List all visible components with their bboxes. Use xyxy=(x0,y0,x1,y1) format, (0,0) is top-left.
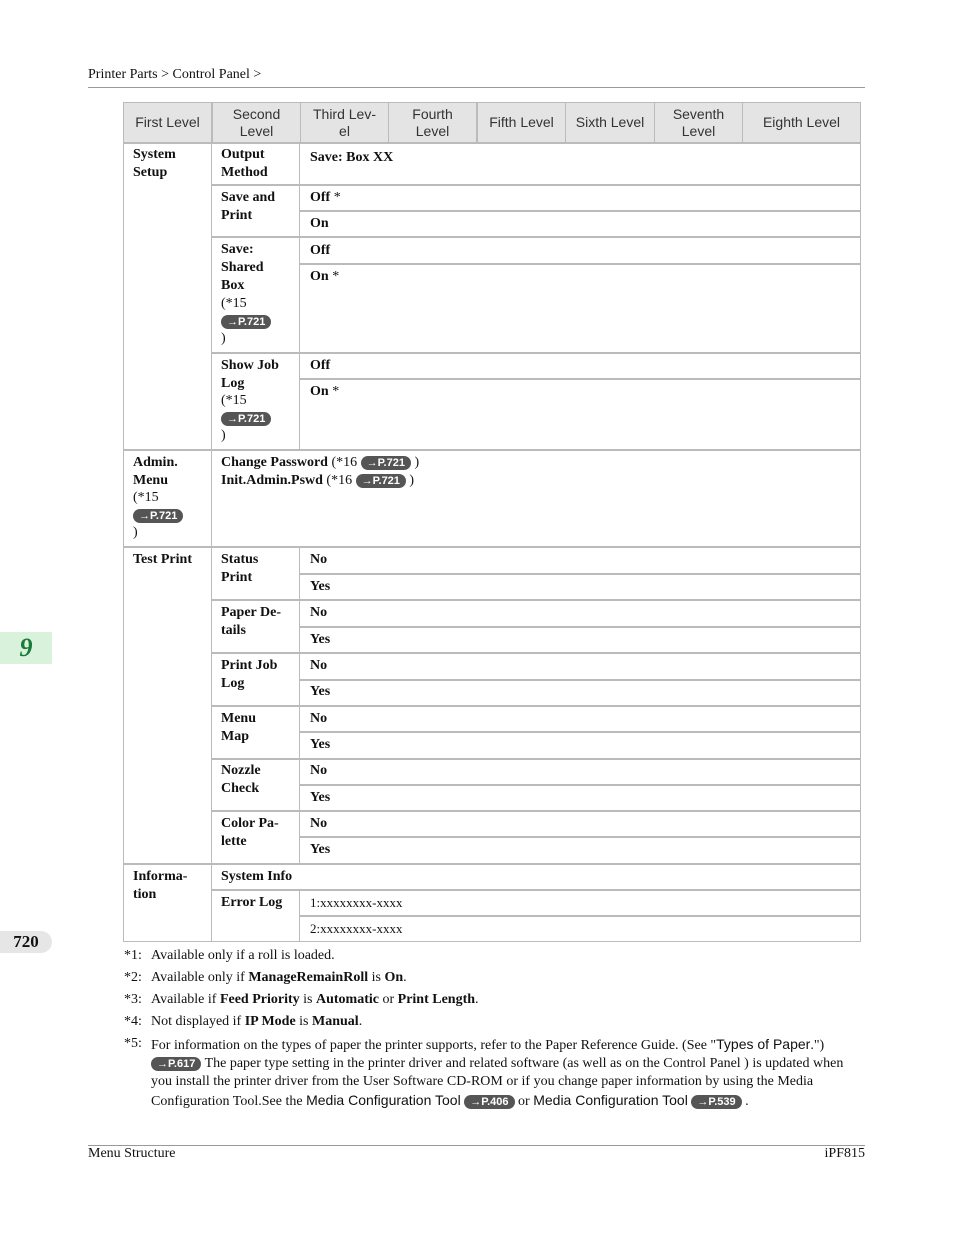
status-print-label: Status Print xyxy=(221,552,259,585)
option-off-default xyxy=(310,189,341,207)
text: . xyxy=(745,1094,749,1109)
header-sixth-level: Sixth Level xyxy=(565,102,655,143)
system-info-label: System Info xyxy=(221,869,293,884)
default-mark: * xyxy=(332,384,340,399)
footnote-text xyxy=(151,969,851,987)
note-16: (*16 xyxy=(331,455,358,470)
option-yes: Yes xyxy=(310,684,331,699)
option-no: No xyxy=(310,711,328,726)
cell-yes xyxy=(299,574,861,600)
ref-link-p721[interactable]: →P.721 xyxy=(356,474,406,488)
term: Print Length xyxy=(397,992,476,1007)
text: .") xyxy=(810,1038,825,1053)
cell-no xyxy=(299,600,861,627)
option-yes: Yes xyxy=(310,842,331,857)
term: Feed Priority xyxy=(219,992,300,1007)
cell-no xyxy=(299,547,861,574)
cell-system-info xyxy=(211,864,861,890)
cell-yes xyxy=(299,837,861,864)
option-on-default xyxy=(310,383,339,401)
text: or xyxy=(518,1094,530,1109)
option-no: No xyxy=(310,763,328,778)
term: Manual xyxy=(312,1014,359,1029)
admin-menu-label: Admin. Menu xyxy=(133,455,178,488)
error-log-label: Error Log xyxy=(221,895,283,910)
text: is xyxy=(371,970,381,985)
ref-link-wrap xyxy=(221,313,271,331)
header-third-level xyxy=(300,102,389,143)
cell-no xyxy=(299,706,861,732)
save-shared-box-label: Save: Shared Box xyxy=(221,242,264,293)
option-off-text: Off xyxy=(310,190,331,205)
cell-system-setup xyxy=(123,143,212,450)
text: . xyxy=(358,1014,363,1029)
change-password-row xyxy=(221,454,419,472)
test-print-label: Test Print xyxy=(133,552,192,567)
note-16: (*16 xyxy=(326,473,353,488)
paper-details-label: Paper De- tails xyxy=(221,605,281,638)
close-paren: ) xyxy=(414,455,420,470)
init-admin-row xyxy=(221,472,414,490)
color-palette-label: Color Pa- lette xyxy=(221,816,279,849)
link-media-configuration-tool[interactable]: Media Configuration Tool xyxy=(306,1092,461,1108)
text: is xyxy=(303,992,313,1007)
option-on-text: On xyxy=(310,384,329,399)
term: ManageRemainRoll xyxy=(248,970,369,985)
option-yes: Yes xyxy=(310,737,331,752)
note-15: (*15 xyxy=(221,296,247,311)
link-types-of-paper[interactable]: Types of Paper xyxy=(716,1036,811,1052)
breadcrumb: Printer Parts > Control Panel > xyxy=(88,67,262,82)
footnote-mark: *3: xyxy=(124,992,142,1007)
init-admin-label: Init.Admin.Pswd xyxy=(221,473,323,488)
text: . xyxy=(403,970,407,985)
system-setup-label: System Setup xyxy=(133,147,176,180)
footnote-text xyxy=(151,1013,851,1031)
footnote-text xyxy=(151,991,851,1009)
error-log-entry-1: 1:xxxxxxxx-xxxx xyxy=(310,895,403,910)
close-paren: ) xyxy=(221,428,226,443)
header-second-level-label: Second Level xyxy=(232,105,281,139)
footnote-text: Available only if a roll is loaded. xyxy=(151,948,335,963)
text: Not displayed if xyxy=(151,1014,242,1029)
footnote-mark: *1: xyxy=(124,948,142,963)
header-first-level: First Level xyxy=(123,102,212,143)
text: The paper type setting in the printer driver and related software (as well as on the Control Panel ) is updated when you install the printer driver from the User Software CD-ROM or if you change paper information by using the Media Configuration Tool.See the xyxy=(151,1056,844,1109)
header-fourth-level-label: Fourth Level xyxy=(412,105,453,139)
header-third-level-label: Third Lev- el xyxy=(312,105,377,139)
save-box-label: Save: Box XX xyxy=(310,150,394,165)
cell-shared-on xyxy=(299,264,861,353)
cell-yes xyxy=(299,627,861,653)
ref-link-p406[interactable]: →P.406 xyxy=(464,1095,514,1109)
footnote-text xyxy=(151,1035,851,1111)
error-log-entry-2: 2:xxxxxxxx-xxxx xyxy=(310,921,403,936)
cell-no xyxy=(299,759,861,785)
text: . xyxy=(475,992,479,1007)
term: On xyxy=(384,970,404,985)
close-paren: ) xyxy=(133,525,138,540)
ref-link-p539[interactable]: →P.539 xyxy=(691,1095,741,1109)
footnote-mark: *4: xyxy=(124,1014,142,1029)
text: or xyxy=(382,992,395,1007)
cell-yes xyxy=(299,785,861,811)
ref-link-p721[interactable]: →P.721 xyxy=(221,412,271,426)
footnote-mark: *2: xyxy=(124,970,142,985)
cell-job-log-off xyxy=(299,353,861,379)
option-yes: Yes xyxy=(310,579,331,594)
note-15: (*15 xyxy=(133,490,159,505)
cell-shared-off xyxy=(299,237,861,264)
ref-link-p721[interactable]: →P.721 xyxy=(221,315,271,329)
cell-no xyxy=(299,811,861,837)
option-yes: Yes xyxy=(310,632,331,647)
option-off: Off xyxy=(310,243,331,258)
cell-test-print xyxy=(123,547,212,864)
output-method-label: Output Method xyxy=(221,147,268,180)
cell-job-log-on xyxy=(299,379,861,450)
page-number: 720 xyxy=(0,931,52,953)
header-second-level xyxy=(212,102,301,143)
close-paren: ) xyxy=(409,473,415,488)
print-job-log-label: Print Job Log xyxy=(221,658,278,691)
header-eighth-level: Eighth Level xyxy=(742,102,861,143)
header-fourth-level xyxy=(388,102,477,143)
note-15: (*15 xyxy=(221,393,247,408)
header-fifth-level: Fifth Level xyxy=(477,102,566,143)
option-off: Off xyxy=(310,358,331,373)
ref-link-wrap xyxy=(221,410,271,428)
close-paren: ) xyxy=(221,331,226,346)
option-no: No xyxy=(310,658,328,673)
cell-save-and-print-off xyxy=(299,185,861,211)
menu-map-label: Menu Map xyxy=(221,711,256,744)
save-and-print-label: Save and Print xyxy=(221,190,276,223)
option-on-default xyxy=(310,268,339,286)
text: Available if xyxy=(151,992,217,1007)
default-mark: * xyxy=(333,190,341,205)
footer-section-title: Menu Structure xyxy=(88,1146,176,1161)
header-rule xyxy=(88,87,865,88)
option-no: No xyxy=(310,816,328,831)
option-on-text: On xyxy=(310,269,329,284)
ref-link-p617[interactable]: →P.617 xyxy=(151,1057,201,1071)
term: IP Mode xyxy=(244,1014,296,1029)
footnote-mark: *5: xyxy=(124,1036,142,1051)
ref-link-p721[interactable]: →P.721 xyxy=(133,509,183,523)
link-media-configuration-tool[interactable]: Media Configuration Tool xyxy=(533,1092,688,1108)
chapter-tab[interactable]: 9 xyxy=(0,632,52,664)
nozzle-check-label: Nozzle Check xyxy=(221,763,261,796)
cell-yes xyxy=(299,680,861,706)
cell-yes xyxy=(299,732,861,759)
change-password-label: Change Password xyxy=(221,455,328,470)
show-job-log-label: Show Job Log xyxy=(221,358,279,391)
option-no: No xyxy=(310,605,328,620)
header-seventh-level-label: Seventh Level xyxy=(672,105,725,139)
text: Available only if xyxy=(151,970,245,985)
cell-save-and-print-on xyxy=(299,211,861,237)
option-on: On xyxy=(310,216,329,231)
text: is xyxy=(299,1014,309,1029)
text: For information on the types of paper the printer supports, refer to the Paper Reference Guide. (See " xyxy=(151,1038,717,1053)
ref-link-wrap xyxy=(133,507,183,525)
option-yes: Yes xyxy=(310,790,331,805)
ref-link-p721[interactable]: →P.721 xyxy=(361,456,411,470)
term: Automatic xyxy=(315,992,379,1007)
information-label: Informa- tion xyxy=(133,869,188,902)
default-mark: * xyxy=(332,269,340,284)
footer-rule xyxy=(88,1145,865,1146)
footer-model: iPF815 xyxy=(824,1146,865,1161)
option-no: No xyxy=(310,552,328,567)
header-seventh-level xyxy=(654,102,743,143)
cell-no xyxy=(299,653,861,680)
